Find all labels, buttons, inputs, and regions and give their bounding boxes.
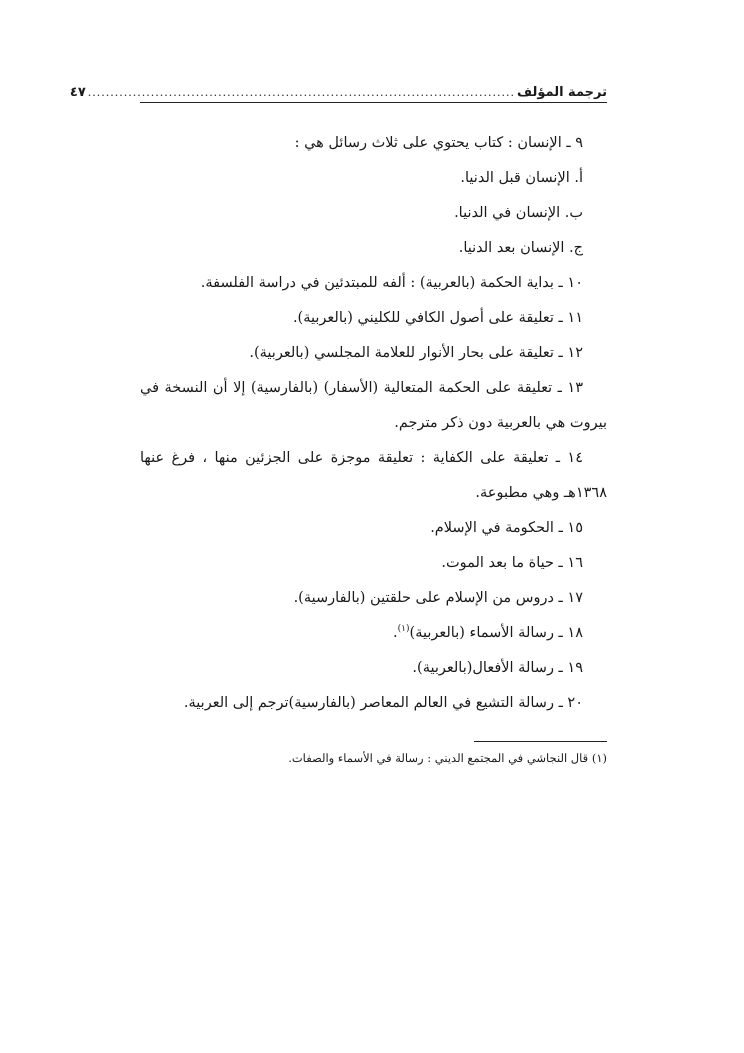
- item-17: ١٧ ـ دروس من الإسلام على حلقتين (بالفارسية).: [293, 590, 583, 606]
- body-text: [140, 126, 607, 721]
- running-header: [69, 76, 607, 100]
- item-13-continued: بيروت هي بالعربية دون ذكر مترجم.: [394, 415, 607, 431]
- footnote: (١) قال النجاشي في المجتمع الديني : رسالة في الأسماء والصفات.: [288, 751, 607, 765]
- item-16: ١٦ ـ حياة ما بعد الموت.: [441, 555, 583, 571]
- item-9b: ب. الإنسان في الدنيا.: [454, 205, 583, 221]
- item-9a: أ. الإنسان قبل الدنيا.: [460, 170, 583, 186]
- item-18-text: ١٨ ـ رسالة الأسماء (بالعربية): [409, 625, 583, 641]
- item-9c: ج. الإنسان بعد الدنيا.: [458, 240, 583, 256]
- page-number: ٤٧: [69, 85, 86, 100]
- header-divider: [140, 102, 607, 103]
- item-13: ١٣ ـ تعليقة على الحكمة المتعالية (الأسفار) (بالفارسية) إلا أن النسخة في: [140, 380, 583, 396]
- item-14: ١٤ ـ تعليقة على الكفاية : تعليقة موجزة على الجزئين منها ، فرغ عنها: [140, 450, 583, 466]
- footnote-divider: [474, 741, 607, 742]
- item-18-period: .: [393, 625, 398, 641]
- item-14-continued: ١٣٦٨هـ وهي مطبوعة.: [475, 485, 607, 501]
- item-9: ٩ ـ الإنسان : كتاب يحتوي على ثلاث رسائل هي :: [294, 135, 583, 151]
- item-18: [140, 616, 607, 651]
- header-title: ترجمة المؤلف: [516, 85, 607, 100]
- item-19: ١٩ ـ رسالة الأفعال(بالعربية).: [412, 660, 583, 676]
- item-11: ١١ ـ تعليقة على أصول الكافي للكليني (بالعربية).: [292, 310, 583, 326]
- header-leader-dots: ...............................................................................................: [87, 86, 515, 99]
- item-10: ١٠ ـ بداية الحكمة (بالعربية) : ألفه للمبتدئين في دراسة الفلسفة.: [200, 275, 583, 291]
- item-15: ١٥ ـ الحكومة في الإسلام.: [430, 520, 583, 536]
- item-20: ٢٠ ـ رسالة التشيع في العالم المعاصر (بالفارسية)ترجم إلى العربية.: [183, 695, 583, 711]
- item-12: ١٢ ـ تعليقة على بحار الأنوار للعلامة المجلسي (بالعربية).: [249, 345, 583, 361]
- footnote-marker: (١): [397, 624, 410, 635]
